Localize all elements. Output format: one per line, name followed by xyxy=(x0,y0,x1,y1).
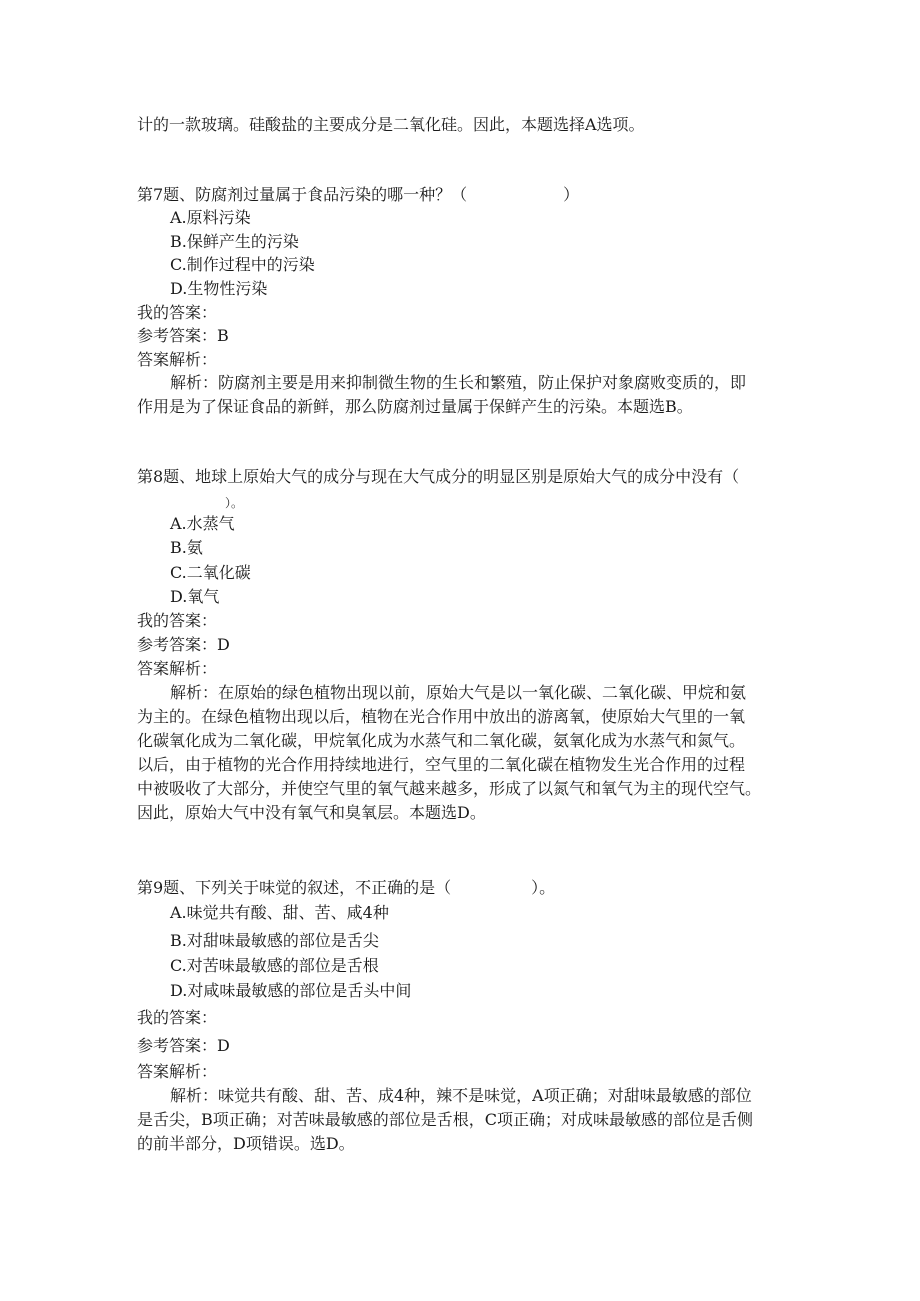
option-c: C.二氧化碳 xyxy=(170,563,251,582)
analysis-line: 解析：味觉共有酸、甜、苦、成4种，辣不是味觉，A项正确；对甜味最敏感的部位 xyxy=(170,1086,752,1105)
analysis-line: 中被吸收了大部分，并使空气里的氧气越来越多，形成了以氮气和氧气为主的现代空气。 xyxy=(137,779,762,798)
analysis-label: 答案解析： xyxy=(137,659,218,678)
option-c: C.制作过程中的污染 xyxy=(170,255,315,274)
analysis-line: 作用是为了保证食品的新鲜，那么防腐剂过量属于保鲜产生的污染。本题选B。 xyxy=(137,397,693,416)
question-stem-continuation: ）。 xyxy=(225,496,244,510)
my-answer-label: 我的答案： xyxy=(137,1008,218,1027)
analysis-line: 是舌尖，B项正确；对苦味最敏感的部位是舌根，C项正确；对成味最敏感的部位是舌侧 xyxy=(137,1110,754,1129)
option-b: B.对甜味最敏感的部位是舌尖 xyxy=(170,931,379,950)
analysis-line: 化碳氧化成为二氧化碳，甲烷氧化成为水蒸气和二氧化碳，氨氧化成为水蒸气和氮气。 xyxy=(137,731,746,750)
intro-line: 计的一款玻璃。硅酸盐的主要成分是二氧化硅。因此，本题选择A选项。 xyxy=(137,115,645,134)
option-c: C.对苦味最敏感的部位是舌根 xyxy=(170,956,379,975)
reference-answer: 参考答案：D xyxy=(137,635,230,654)
reference-answer: 参考答案：B xyxy=(137,326,229,345)
option-b: B.氨 xyxy=(170,538,203,557)
option-d: D.氧气 xyxy=(170,587,220,606)
analysis-line: 为主的。在绿色植物出现以后，植物在光合作用中放出的游离氧，使原始大气里的一氧 xyxy=(137,707,746,726)
analysis-line: 因此，原始大气中没有氧气和臭氧层。本题选D。 xyxy=(137,803,486,822)
question-stem: 第8题、地球上原始大气的成分与现在大气成分的明显区别是原始大气的成分中没有（ xyxy=(137,467,740,486)
option-b: B.保鲜产生的污染 xyxy=(170,232,299,251)
analysis-line: 以后，由于植物的光合作用持续地进行，空气里的二氧化碳在植物发生光合作用的过程 xyxy=(137,755,746,774)
my-answer-label: 我的答案： xyxy=(137,303,218,322)
question-stem: 第7题、防腐剂过量属于食品污染的哪一种？（ ） xyxy=(137,185,580,204)
question-stem: 第9题、下列关于味觉的叙述，不正确的是（ ）。 xyxy=(137,878,556,897)
my-answer-label: 我的答案： xyxy=(137,611,218,630)
analysis-line: 的前半部分，D项错误。选D。 xyxy=(137,1134,355,1153)
option-d: D.生物性污染 xyxy=(170,279,268,298)
analysis-label: 答案解析： xyxy=(137,1062,218,1081)
option-a: A.味觉共有酸、甜、苦、咸4种 xyxy=(170,903,389,922)
reference-answer: 参考答案：D xyxy=(137,1036,230,1055)
option-a: A.原料污染 xyxy=(170,208,251,227)
analysis-line: 解析：在原始的绿色植物出现以前，原始大气是以一氧化碳、二氧化碳、甲烷和氨 xyxy=(170,683,747,702)
analysis-line: 解析：防腐剂主要是用来抑制微生物的生长和繁殖，防止保护对象腐败变质的，即 xyxy=(170,373,747,392)
option-a: A.水蒸气 xyxy=(170,514,235,533)
analysis-label: 答案解析： xyxy=(137,350,218,369)
option-d: D.对咸味最敏感的部位是舌头中间 xyxy=(170,981,412,1000)
